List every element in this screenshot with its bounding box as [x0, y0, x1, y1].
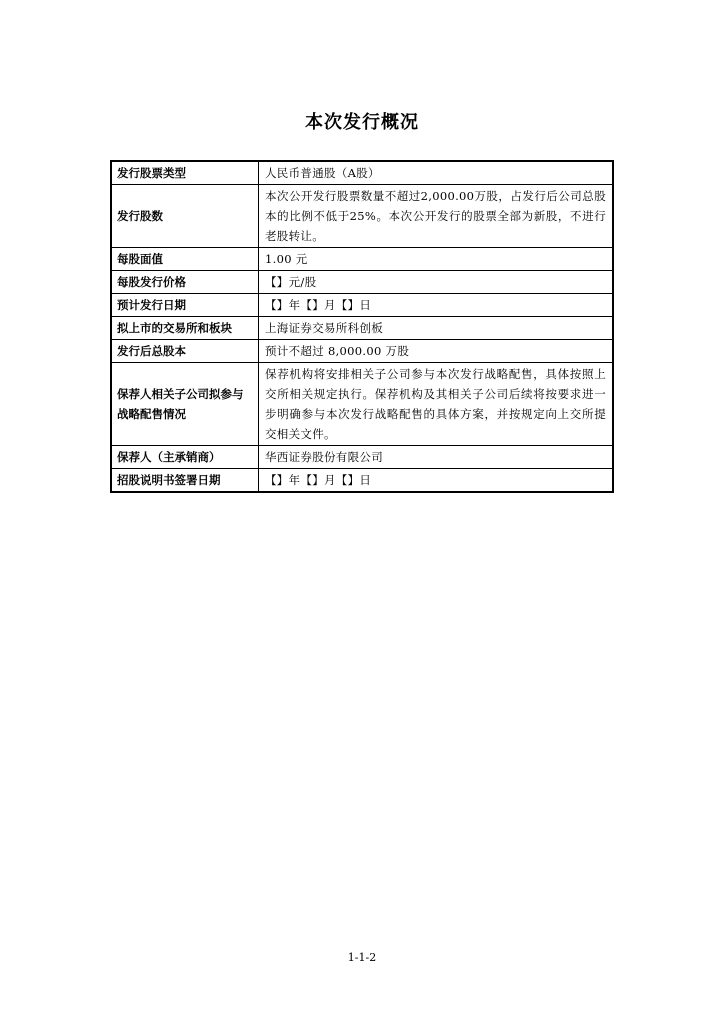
- row-value: 本次公开发行股票数量不超过2,000.00万股，占发行后公司总股本的比例不低于25%。本次公开发行的股票全部为新股，不进行老股转让。: [259, 185, 614, 248]
- row-label: 招股说明书签署日期: [111, 469, 259, 493]
- row-value: 1.00 元: [259, 248, 614, 271]
- table-row: [111, 294, 613, 317]
- row-label: 保荐人相关子公司拟参与战略配售情况: [111, 363, 259, 446]
- row-label: 每股发行价格: [111, 271, 259, 294]
- row-value: 【】元/股: [259, 271, 614, 294]
- table-row: [111, 248, 613, 271]
- row-label: 拟上市的交易所和板块: [111, 317, 259, 340]
- table-row: [111, 271, 613, 294]
- row-value: 华西证券股份有限公司: [259, 446, 614, 469]
- table-row: [111, 469, 613, 493]
- row-label: 预计发行日期: [111, 294, 259, 317]
- row-value: 【】年【】月【】日: [259, 469, 614, 493]
- row-value: 人民币普通股（A股）: [259, 161, 614, 185]
- row-label: 每股面值: [111, 248, 259, 271]
- page-title: 本次发行概况: [305, 112, 419, 133]
- row-value: 【】年【】月【】日: [259, 294, 614, 317]
- offering-overview-table: [110, 160, 614, 493]
- page-number: 1-1-2: [347, 951, 377, 964]
- row-label: 保荐人（主承销商）: [111, 446, 259, 469]
- table-row: [111, 161, 613, 185]
- table-row: [111, 317, 613, 340]
- row-value: 预计不超过 8,000.00 万股: [259, 340, 614, 363]
- row-label: 发行股数: [111, 185, 259, 248]
- table-row: [111, 340, 613, 363]
- row-label: 发行后总股本: [111, 340, 259, 363]
- row-label: 发行股票类型: [111, 161, 259, 185]
- table-row: [111, 185, 613, 248]
- row-value: 保荐机构将安排相关子公司参与本次发行战略配售，具体按照上交所相关规定执行。保荐机构及其相关子公司后续将按要求进一步明确参与本次发行战略配售的具体方案，并按规定向上交所提交相关文件。: [259, 363, 614, 446]
- table-row: [111, 446, 613, 469]
- row-value: 上海证券交易所科创板: [259, 317, 614, 340]
- table-row: [111, 363, 613, 446]
